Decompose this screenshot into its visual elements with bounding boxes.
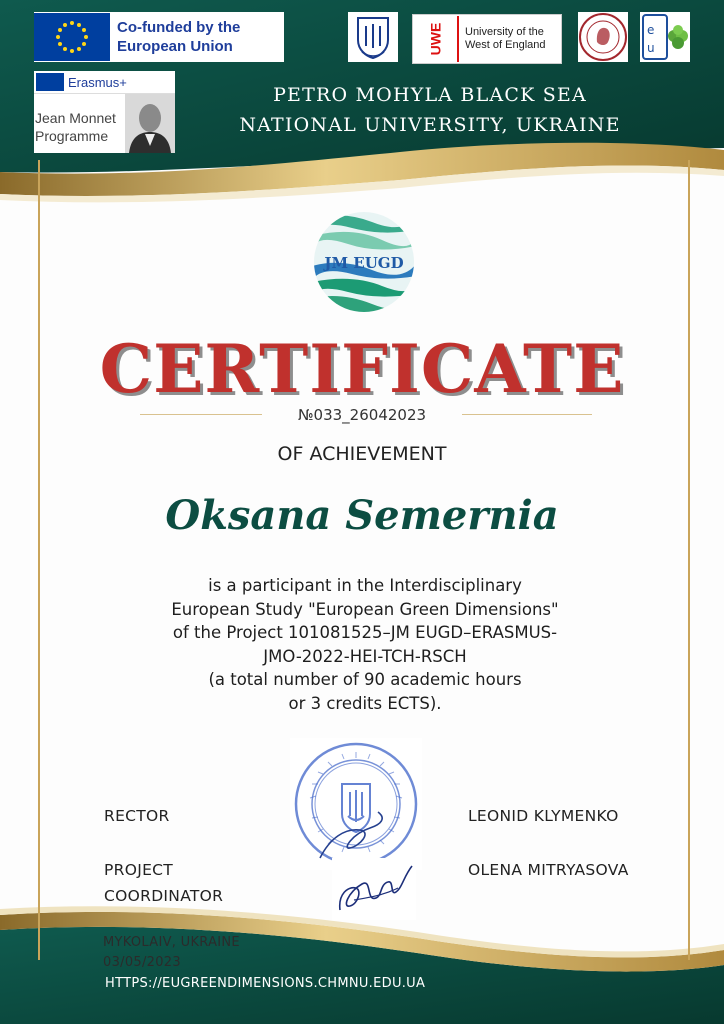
erasmus-label: Erasmus+ xyxy=(68,74,127,90)
description-line: European Study "European Green Dimensions" xyxy=(171,599,559,619)
divider-left xyxy=(140,414,262,415)
description-line: JMO-2022-HEI-TCH-RSCH xyxy=(263,646,467,666)
issue-date: 03/05/2023 xyxy=(103,955,181,970)
description-line: or 3 credits ECTS). xyxy=(288,693,442,713)
certificate-subtitle: OF ACHIEVEMENT xyxy=(277,443,447,465)
certificate-number: №033_26042023 xyxy=(297,406,427,424)
official-stamp xyxy=(290,738,422,870)
jean-monnet-text: Jean Monnet Programme xyxy=(35,110,116,144)
certificate-description xyxy=(130,574,600,715)
emblem-text: JM EUGD xyxy=(324,254,404,272)
eu-funding-text: Co-funded by the European Union xyxy=(117,19,241,55)
svg-text:u: u xyxy=(647,41,655,55)
university-title-line2: NATIONAL UNIVERSITY, UKRAINE xyxy=(239,114,621,136)
project-website-url: HTTPS://EUGREENDIMENSIONS.CHMNU.EDU.UA xyxy=(105,976,426,991)
coordinator-role-line1: PROJECT xyxy=(104,861,174,879)
university-title xyxy=(230,80,630,140)
coordinator-role-line2: COORDINATOR xyxy=(104,887,224,905)
divider-right xyxy=(462,414,592,415)
recipient-name: Oksana Semernia xyxy=(165,492,559,539)
coordinator-role xyxy=(104,857,223,909)
eu-cofunded-logo xyxy=(34,12,284,62)
jean-monnet-portrait xyxy=(125,94,175,153)
issue-place: MYKOLAIV, UKRAINE xyxy=(103,935,240,950)
erasmus-jean-monnet-logo xyxy=(34,71,175,153)
clover-partner-logo xyxy=(640,12,690,62)
svg-text:e: e xyxy=(647,23,655,37)
uwe-mark: UWE xyxy=(426,22,443,56)
description-line: (a total number of 90 academic hours xyxy=(208,670,522,689)
jm-eugd-emblem xyxy=(312,210,416,314)
pmbsnu-crest-logo xyxy=(348,12,398,62)
certificate-title: CERTIFICATE xyxy=(99,330,625,408)
rector-name: LEONID KLYMENKO xyxy=(468,807,619,825)
presov-university-seal-logo xyxy=(578,12,628,62)
eu-flag-small-icon xyxy=(36,73,64,91)
description-line: is a participant in the Interdisciplinary xyxy=(208,576,522,595)
university-title-line1: PETRO MOHYLA BLACK SEA xyxy=(273,84,587,106)
coordinator-name: OLENA MITRYASOVA xyxy=(468,861,629,879)
uwe-name: University of the West of England xyxy=(465,26,546,51)
coordinator-signature xyxy=(332,858,416,920)
eu-flag-icon xyxy=(34,13,110,61)
rector-role: RECTOR xyxy=(104,807,170,825)
uwe-logo xyxy=(412,14,562,64)
description-line: of the Project 101081525–JM EUGD–ERASMUS- xyxy=(172,623,558,642)
